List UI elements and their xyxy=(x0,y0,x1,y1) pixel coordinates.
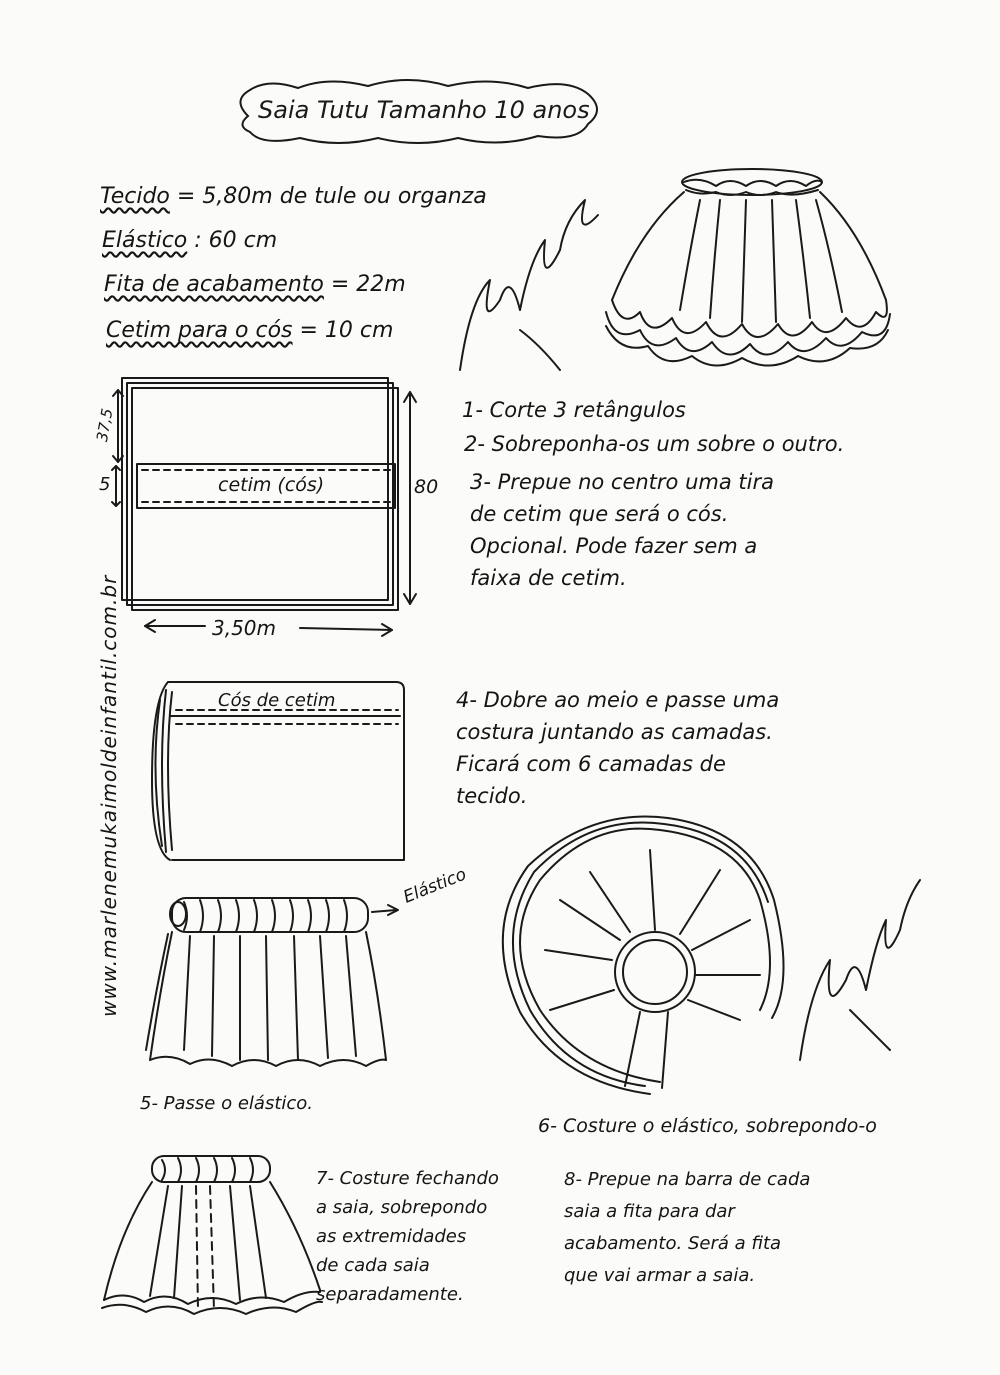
dim-top-label: 37,5 xyxy=(92,406,117,444)
satin-value: = 10 cm xyxy=(299,318,394,343)
elastic-value: : 60 cm xyxy=(194,228,278,253)
fabric-value: = 5,80m de tule ou organza xyxy=(176,184,487,209)
signature-1 xyxy=(460,200,598,370)
elastic-label: Elástico xyxy=(400,864,470,908)
signature-2 xyxy=(800,880,920,1060)
ribbon-value: = 22m xyxy=(330,272,406,297)
page-title: Saia Tutu Tamanho 10 anos xyxy=(258,96,590,124)
step-1: 1- Corte 3 retângulos xyxy=(462,398,686,422)
folded-band-label: Cós de cetim xyxy=(218,690,336,711)
step-2: 2- Sobreponha-os um sobre o outro. xyxy=(464,432,845,456)
tutu-illustration-circle xyxy=(503,817,784,1094)
diagram-rectangles xyxy=(112,378,416,636)
step-6: 6- Costure o elástico, sobrepondo-o xyxy=(538,1115,877,1137)
width-label: 3,50m xyxy=(212,616,277,640)
step-5: 5- Passe o elástico. xyxy=(140,1093,314,1114)
tutu-illustration-finished xyxy=(102,1156,322,1314)
height-label: 80 xyxy=(414,476,439,498)
website-watermark: www.marlenemukaimoldeinfantil.com.br xyxy=(97,574,121,1017)
fabric-label: Tecido xyxy=(100,184,170,209)
step-7: 7- Costure fechando a saia, sobrepondo as extremidades de cada saia separadamente. xyxy=(316,1168,499,1305)
band-label: cetim (cós) xyxy=(218,474,325,496)
satin-label: Cetim para o cós xyxy=(106,318,293,343)
diagram-elastic xyxy=(146,898,398,1066)
step-3: 3- Prepue no centro uma tira de cetim que será o cós. Opcional. Pode fazer sem a faixa de cetim. xyxy=(470,470,774,590)
step-4: 4- Dobre ao meio e passe uma costura juntando as camadas. Ficará com 6 camadas de tecido. xyxy=(456,688,780,808)
dim-band-label: 5 xyxy=(99,474,111,495)
elastic-label: Elástico xyxy=(102,228,188,253)
ribbon-label: Fita de acabamento xyxy=(104,272,324,297)
tutu-illustration-top xyxy=(606,169,890,366)
step-8: 8- Prepue na barra de cada saia a fita para dar acabamento. Será a fita que vai armar a saia. xyxy=(564,1169,811,1286)
